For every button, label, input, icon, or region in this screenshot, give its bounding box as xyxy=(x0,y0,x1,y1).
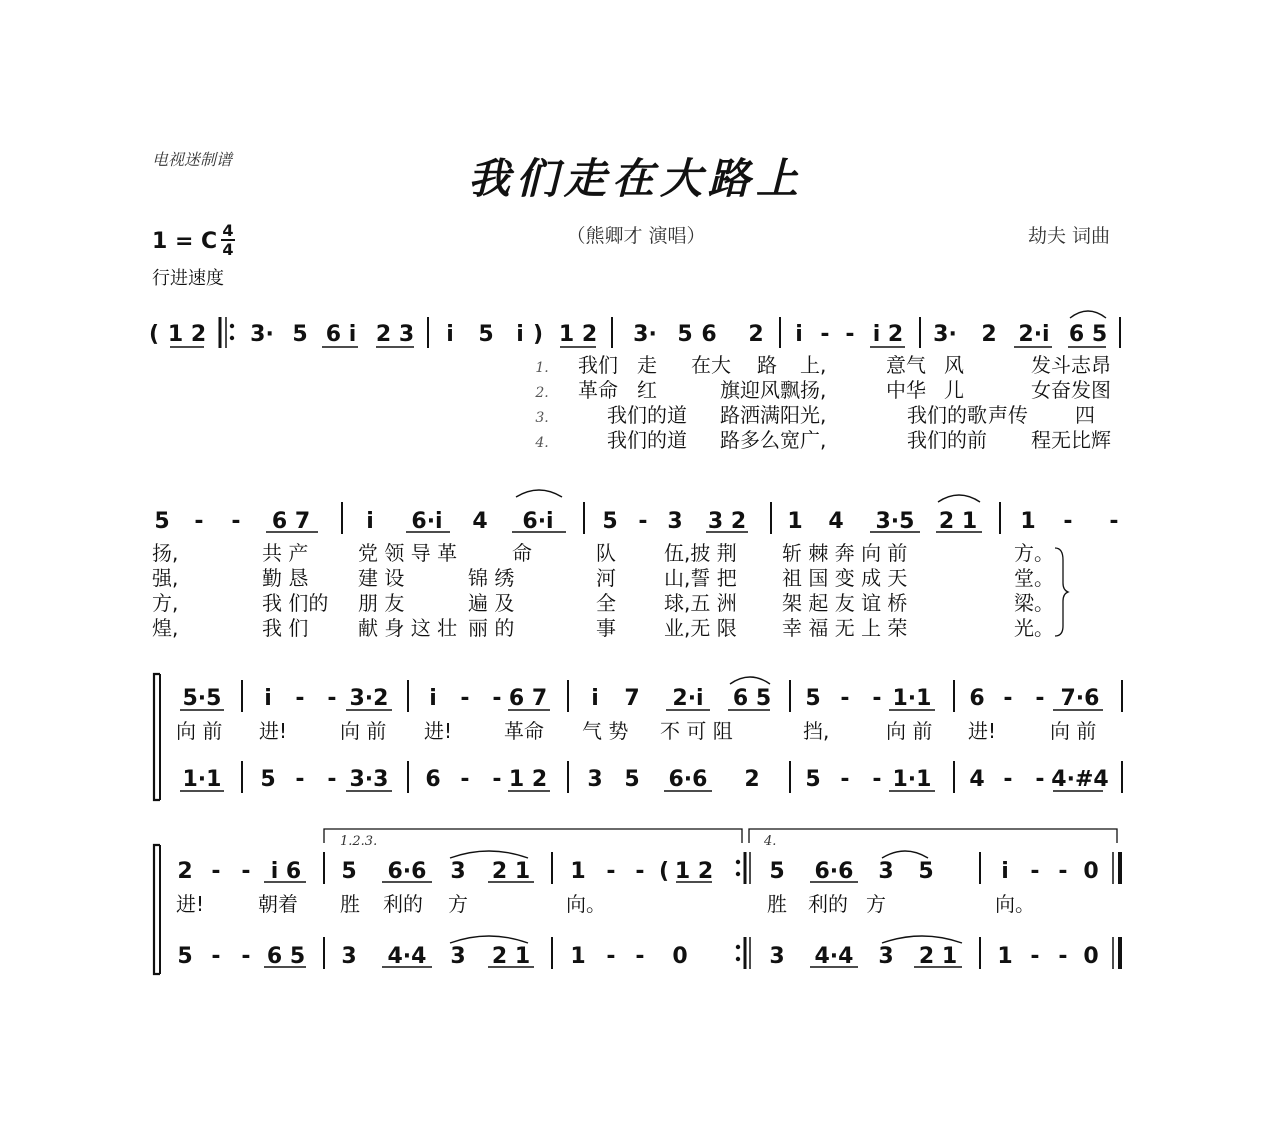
row3-upper-note: - xyxy=(1035,686,1045,711)
row3-lower-note: 6 xyxy=(425,767,441,792)
row3-upper-note: - xyxy=(872,686,882,711)
row3-lower-note: - xyxy=(327,767,337,792)
row4-upper-note: - xyxy=(635,859,645,884)
row3-lower-note: 1·1 xyxy=(892,767,932,792)
lyric-text: 朝着 xyxy=(258,892,298,916)
lyric-text: 路洒满阳 xyxy=(720,403,800,427)
lyric-text: 声传 xyxy=(988,403,1028,427)
lyric-text: 利的 xyxy=(808,892,848,916)
lyric-text: 儿 xyxy=(944,378,964,402)
lyric-text: 祖 国 变 成 天 xyxy=(782,566,908,590)
lyric-text: 我 们 xyxy=(262,616,309,640)
lyric-text: 梁。 xyxy=(1014,591,1054,615)
lyric-text: 向。 xyxy=(995,892,1035,916)
lyric-text: 进! xyxy=(176,892,205,916)
lyric-text: 中华 xyxy=(886,378,926,402)
lyric-text: 路多么宽 xyxy=(720,428,800,452)
row2-note: 1 xyxy=(787,509,803,534)
row3-upper-note: 2·i xyxy=(672,686,704,711)
row4-lower-note: 3 xyxy=(878,944,894,969)
row3-lower-note: 3·3 xyxy=(349,767,389,792)
row4-upper-note: - xyxy=(241,859,251,884)
row3-upper-note: 5 xyxy=(805,686,821,711)
slur xyxy=(516,490,562,497)
row3-upper-note: - xyxy=(460,686,470,711)
row1-note: 2 3 xyxy=(375,322,415,347)
lyric-text: 我 们的 xyxy=(262,591,329,615)
lyric-text: 扬, xyxy=(800,378,827,402)
lyric-text: 广, xyxy=(800,428,827,452)
row1-note: 2 xyxy=(748,322,764,347)
row3-lower-note: - xyxy=(872,767,882,792)
row4-lower-note: 1 xyxy=(997,944,1013,969)
row3-upper-note: 6 xyxy=(969,686,985,711)
row4-lower-note: - xyxy=(211,944,221,969)
lyric-text: 架 起 友 谊 桥 xyxy=(782,591,908,615)
repeat-dot xyxy=(230,336,234,340)
row3-upper-note: 5·5 xyxy=(182,686,222,711)
lyric-text: 旗迎风飘 xyxy=(720,378,800,402)
repeat-dot xyxy=(736,872,740,876)
row1-note: 1 2 xyxy=(167,322,207,347)
slur xyxy=(450,851,528,858)
row3-lower-note: 4·#4 xyxy=(1051,767,1109,792)
row3-lower-note: - xyxy=(295,767,305,792)
lyric-text: 我们的歌 xyxy=(907,403,987,427)
row3-lower-note: 1·1 xyxy=(182,767,222,792)
row4-lower-note: 3 xyxy=(341,944,357,969)
key-signature: 1 = C xyxy=(152,229,218,254)
row3-upper-note: - xyxy=(492,686,502,711)
lyric-text: 我们的道 xyxy=(607,428,687,452)
row2-note: 6 7 xyxy=(271,509,311,534)
row4-upper-note: - xyxy=(606,859,616,884)
row2-note: 5 xyxy=(602,509,618,534)
lyric-text: 方 xyxy=(448,892,468,916)
row1-note: i xyxy=(516,322,524,347)
volta-label: 4. xyxy=(764,834,777,849)
row1-note: 6 i xyxy=(325,322,357,347)
row2-note: 3 2 xyxy=(707,509,747,534)
row2-note: i xyxy=(366,509,374,534)
lyric-text: 方 xyxy=(866,892,886,916)
row4-upper-note: 0 xyxy=(1083,859,1099,884)
repeat-dot xyxy=(736,945,740,949)
lyric-text: 进! xyxy=(424,719,453,743)
lyric-text: 程无比辉 xyxy=(1031,428,1111,452)
time-signature-numerator: 4 xyxy=(222,221,234,240)
row4-lower-note: 0 xyxy=(1083,944,1099,969)
lyric-text: 事 xyxy=(596,616,616,640)
score-maker-credit: 电视迷制谱 xyxy=(152,150,233,169)
lyric-text: 斩 棘 奔 向 前 xyxy=(782,541,908,565)
row3-upper-note: 1·1 xyxy=(892,686,932,711)
lyric-text: 命 xyxy=(512,541,532,565)
row4-lower-note: 4·4 xyxy=(387,944,427,969)
row3-lower-note: - xyxy=(492,767,502,792)
repeat-dot xyxy=(736,860,740,864)
lyric-text: 路 xyxy=(757,353,777,377)
lyric-text: 光, xyxy=(800,403,827,427)
lyric-text: 利的 xyxy=(383,892,423,916)
lyric-text: 献 身 这 壮 xyxy=(358,616,458,640)
row4-lower-note: 1 xyxy=(570,944,586,969)
row4-upper-note: 5 xyxy=(769,859,785,884)
row4-upper-note: 6·6 xyxy=(814,859,854,884)
lyric-text: 向 前 xyxy=(1050,719,1097,743)
row2-note: 2 1 xyxy=(938,509,978,534)
lyric-text: 勤 恳 xyxy=(262,566,309,590)
row3-upper-note: 3·2 xyxy=(349,686,389,711)
lyric-text: 革命 xyxy=(578,378,618,402)
lyric-text: 我们的前 xyxy=(907,428,987,452)
row2-note: 3·5 xyxy=(875,509,915,534)
verse-number: 2. xyxy=(535,385,549,401)
row3-upper-note: - xyxy=(327,686,337,711)
row3-upper-note: 7·6 xyxy=(1060,686,1100,711)
lyric-text: 红 xyxy=(637,378,657,402)
lyric-text: 扬, xyxy=(152,541,179,565)
verse-brace xyxy=(1055,548,1068,636)
row4-lower-note: - xyxy=(1058,944,1068,969)
row2-note: - xyxy=(638,509,648,534)
row3-upper-note: 7 xyxy=(624,686,640,711)
volta-label: 1.2.3. xyxy=(340,834,378,849)
repeat-dot xyxy=(230,324,234,328)
row4-upper-note: 1 xyxy=(570,859,586,884)
row1-note: 5 xyxy=(292,322,308,347)
lyric-text: 胜 xyxy=(340,892,360,916)
row1-note: 1 2 xyxy=(558,322,598,347)
repeat-dot xyxy=(736,957,740,961)
row1-note: 5 xyxy=(677,322,693,347)
row4-upper-note: - xyxy=(1030,859,1040,884)
row4-upper-note: 1 2 xyxy=(674,859,714,884)
lyric-text: 向 前 xyxy=(176,719,223,743)
lyric-text: 进! xyxy=(259,719,288,743)
lyric-text: 风 xyxy=(944,353,964,377)
lyric-text: 挡, xyxy=(803,719,830,743)
lyric-text: 不 可 阻 xyxy=(660,719,733,743)
slur xyxy=(1070,311,1106,318)
row4-lower-note: 3 xyxy=(450,944,466,969)
row4-upper-note: ( xyxy=(658,859,670,884)
row3-lower-note: - xyxy=(1035,767,1045,792)
row1-note: 5 xyxy=(478,322,494,347)
volta-bracket xyxy=(749,829,1117,843)
row4-upper-note: - xyxy=(1058,859,1068,884)
row3-lower-note: - xyxy=(1003,767,1013,792)
lyric-text: 发斗志昂 xyxy=(1031,353,1111,377)
row1-note: ( xyxy=(148,322,160,347)
author-credit: 劫夫 词曲 xyxy=(1028,225,1111,247)
row4-lower-note: 4·4 xyxy=(814,944,854,969)
lyric-text: 球,五 洲 xyxy=(664,591,737,615)
row3-lower-note: 1 2 xyxy=(508,767,548,792)
row1-note: i 2 xyxy=(872,322,904,347)
row2-note: - xyxy=(231,509,241,534)
lyric-text: 强, xyxy=(152,566,179,590)
row1-note: 2 xyxy=(981,322,997,347)
verse-number: 1. xyxy=(535,360,549,376)
lyric-text: 队 xyxy=(596,541,616,565)
row3-lower-note: 6·6 xyxy=(668,767,708,792)
row1-note: ) xyxy=(532,322,544,347)
slur xyxy=(882,851,928,858)
row3-upper-note: i xyxy=(264,686,272,711)
row2-note: - xyxy=(1063,509,1073,534)
row3-upper-note: i xyxy=(591,686,599,711)
row3-lower-note: 4 xyxy=(969,767,985,792)
row2-note: 6·i xyxy=(411,509,443,534)
lyric-text: 女奋发图 xyxy=(1031,378,1111,402)
lyric-text: 向 前 xyxy=(886,719,933,743)
lyric-text: 党 领 导 革 xyxy=(358,541,458,565)
lyric-text: 堂。 xyxy=(1014,566,1054,590)
row2-note: 4 xyxy=(472,509,488,534)
row1-note: i xyxy=(795,322,803,347)
row4-upper-note: i 6 xyxy=(270,859,302,884)
lyric-text: 业,无 限 xyxy=(664,616,737,640)
row1-note: 6 xyxy=(701,322,717,347)
lyric-text: 煌, xyxy=(152,616,179,640)
slur xyxy=(882,936,962,943)
lyric-text: 遍 及 xyxy=(468,591,515,615)
row4-upper-note: 2 1 xyxy=(491,859,531,884)
row2-note: 3 xyxy=(667,509,683,534)
lyric-text: 方, xyxy=(152,591,179,615)
lyric-text: 锦 绣 xyxy=(468,566,515,590)
row3-upper-note: i xyxy=(429,686,437,711)
lyric-text: 我们的道 xyxy=(607,403,687,427)
row1-note: 3· xyxy=(633,322,657,347)
row4-lower-note: 2 1 xyxy=(491,944,531,969)
verse-number: 4. xyxy=(535,435,549,451)
lyric-text: 向。 xyxy=(566,892,606,916)
lyric-text: 走 xyxy=(637,353,657,377)
lyric-text: 气 势 xyxy=(582,719,629,743)
lyric-text: 伍,披 荆 xyxy=(664,541,737,565)
row3-upper-note: - xyxy=(295,686,305,711)
row4-lower-note: 0 xyxy=(672,944,688,969)
row2-note: - xyxy=(194,509,204,534)
row4-lower-note: - xyxy=(635,944,645,969)
lyric-text: 建 设 xyxy=(358,566,405,590)
row4-lower-note: - xyxy=(241,944,251,969)
row2-note: 6·i xyxy=(522,509,554,534)
row4-upper-note: 3 xyxy=(450,859,466,884)
lyric-text: 向 前 xyxy=(340,719,387,743)
row1-note: - xyxy=(845,322,855,347)
row4-upper-note: - xyxy=(211,859,221,884)
row4-upper-note: 3 xyxy=(878,859,894,884)
row4-upper-note: 6·6 xyxy=(387,859,427,884)
lyric-text: 幸 福 无 上 荣 xyxy=(782,616,908,640)
row1-note: - xyxy=(820,322,830,347)
verse-number: 3. xyxy=(535,410,549,426)
slur xyxy=(730,677,770,684)
row3-lower-note: 3 xyxy=(587,767,603,792)
lyric-text: 意气 xyxy=(886,353,926,377)
lyric-text: 上, xyxy=(800,353,827,377)
row1-note: 3· xyxy=(933,322,957,347)
row4-upper-note: 2 xyxy=(177,859,193,884)
lyric-text: 河 xyxy=(596,566,616,590)
lyric-text: 四 xyxy=(1075,403,1095,427)
lyric-text: 方。 xyxy=(1014,541,1054,565)
singer-credit: （熊卿才 演唱） xyxy=(566,225,706,247)
row4-lower-note: - xyxy=(1030,944,1040,969)
lyric-text: 丽 的 xyxy=(468,616,515,640)
slur xyxy=(938,495,980,502)
lyric-text: 在大 xyxy=(691,353,731,377)
row2-note: 1 xyxy=(1020,509,1036,534)
row4-upper-note: 5 xyxy=(341,859,357,884)
lyric-text: 进! xyxy=(968,719,997,743)
row3-lower-note: 5 xyxy=(624,767,640,792)
row4-lower-note: 2 1 xyxy=(918,944,958,969)
volta-bracket xyxy=(324,829,742,843)
slur xyxy=(450,936,528,943)
row1-note: 6 5 xyxy=(1068,322,1108,347)
row4-lower-note: 5 xyxy=(177,944,193,969)
lyric-text: 我们 xyxy=(578,353,618,377)
row3-upper-note: - xyxy=(1003,686,1013,711)
row3-upper-note: 6 7 xyxy=(508,686,548,711)
row3-upper-note: 6 5 xyxy=(732,686,772,711)
row4-upper-note: 5 xyxy=(918,859,934,884)
row4-upper-note: i xyxy=(1001,859,1009,884)
row4-lower-note: 3 xyxy=(769,944,785,969)
time-signature-denominator: 4 xyxy=(222,240,234,259)
row1-note: 3· xyxy=(250,322,274,347)
row3-lower-note: 5 xyxy=(260,767,276,792)
row3-lower-note: 2 xyxy=(744,767,760,792)
lyric-text: 革命 xyxy=(504,719,544,743)
lyric-text: 胜 xyxy=(767,892,787,916)
row4-lower-note: 6 5 xyxy=(266,944,306,969)
lyric-text: 光。 xyxy=(1014,616,1054,640)
row3-lower-note: - xyxy=(460,767,470,792)
lyric-text: 山,誓 把 xyxy=(664,566,737,590)
lyric-text: 共 产 xyxy=(262,541,309,565)
lyric-text: 朋 友 xyxy=(358,591,405,615)
row3-upper-note: - xyxy=(840,686,850,711)
song-title: 我们走在大路上 xyxy=(467,154,804,203)
row1-note: i xyxy=(446,322,454,347)
row3-lower-note: 5 xyxy=(805,767,821,792)
row4-lower-note: - xyxy=(606,944,616,969)
row2-note: - xyxy=(1109,509,1119,534)
lyric-text: 全 xyxy=(596,591,616,615)
row1-note: 2·i xyxy=(1018,322,1050,347)
row2-note: 5 xyxy=(154,509,170,534)
tempo-marking: 行进速度 xyxy=(152,268,224,289)
row2-note: 4 xyxy=(828,509,844,534)
row3-lower-note: - xyxy=(840,767,850,792)
